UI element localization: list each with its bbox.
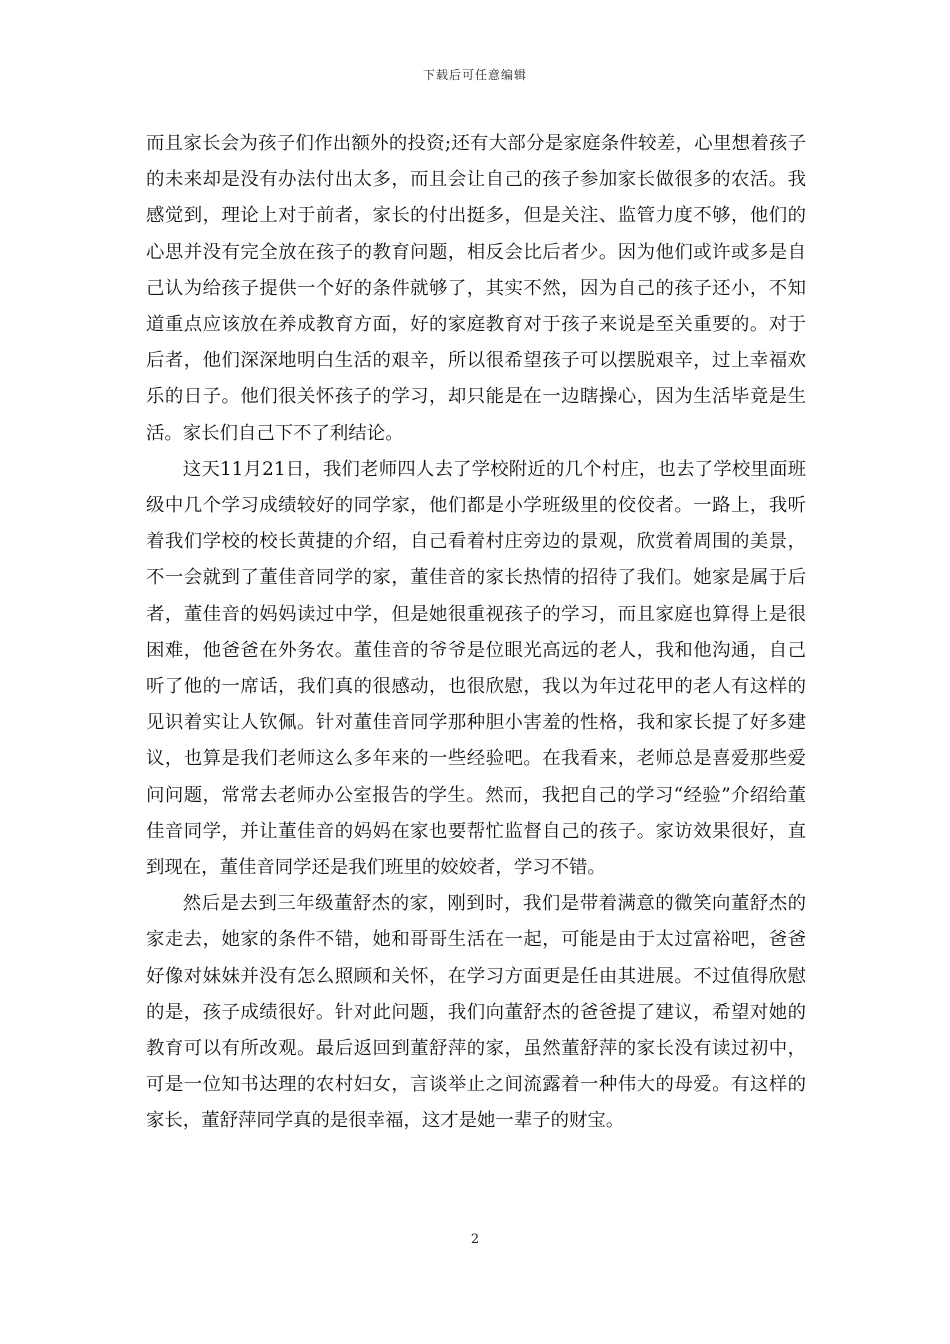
paragraph-second-visit: 然后是去到三年级董舒杰的家，刚到时，我们是带着满意的微笑向董舒杰的家走去，她家的条件不错，她和哥哥生活在一起，可能是由于太过富裕吧，爸爸好像对妹妹并没有怎么照顾和关怀，在学习方面更是任由其进展。不过值得欣慰的是，孩子成绩很好。针对此问题，我们向董舒杰的爸爸提了建议，希望对她的教育可以有所改观。最后返回到董舒萍的家，虽然董舒萍的家长没有读过初中，可是一位知书达理的农村妇女，言谈举止之间流露着一种伟大的母爱。有这样的家长，董舒萍同学真的是很幸福，这才是她一辈子的财宝。 xyxy=(146,893,806,1132)
document-body xyxy=(146,126,806,1140)
page-header: 下载后可任意编辑 xyxy=(422,68,527,82)
paragraph-home-visit: 这天11月21日，我们老师四人去了学校附近的几个村庄，也去了学校里面班级中几个学习成绩较好的同学家，他们都是小学班级里的佼佼者。一路上，我听着我们学校的校长黄捷的介绍，自己看着村庄旁边的景观，欣赏着周围的美景，不一会就到了董佳音同学的家，董佳音的家长热情的招待了我们。她家是属于后者，董佳音的妈妈读过中学，但是她很重视孩子的学习，而且家庭也算得上是很困难，他爸爸在外务农。董佳音的爷爷是位眼光高远的老人，我和他沟通，自己听了他的一席话，我们真的很感动，也很欣慰，我以为年过花甲的老人有这样的见识着实让人钦佩。针对董佳音同学那种胆小害羞的性格，我和家长提了好多建议，也算是我们老师这么多年来的一些经验吧。在我看来，老师总是喜爱那些爱问问题，常常去老师办公室报告的学生。然而，我把自己的学习“经验”介绍给董佳音同学，并让董佳音的妈妈在家也要帮忙监督自己的孩子。家访效果很好，直到现在，董佳音同学还是我们班里的姣姣者，学习不错。 xyxy=(146,458,806,879)
paragraph-continued: 而且家长会为孩子们作出额外的投资;还有大部分是家庭条件较差，心里想着孩子的未来却是没有办法付出太多，而且会让自己的孩子参加家长做很多的农活。我感觉到，理论上对于前者，家长的付出挺多，但是关注、监管力度不够，他们的心思并没有完全放在孩子的教育问题，相反会比后者少。因为他们或许或多是自己认为给孩子提供一个好的条件就够了，其实不然，因为自己的孩子还小，不知道重点应该放在养成教育方面，好的家庭教育对于孩子来说是至关重要的。对于后者，他们深深地明白生活的艰辛，所以很希望孩子可以摆脱艰辛，过上幸福欢乐的日子。他们很关怀孩子的学习，却只能是在一边瞎操心，因为生活毕竟是生活。家长们自己下不了利结论。 xyxy=(146,133,806,444)
page-number: 2 xyxy=(470,1232,480,1247)
